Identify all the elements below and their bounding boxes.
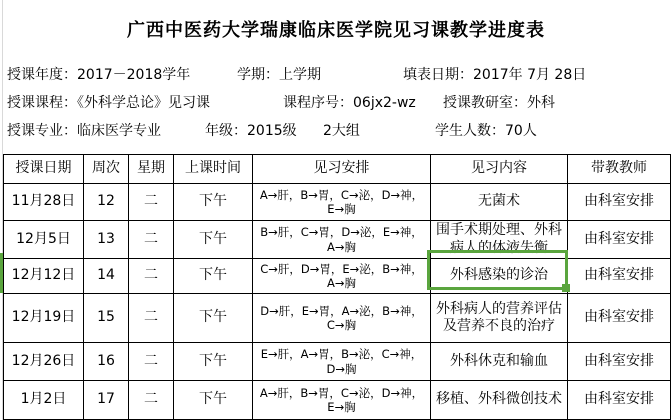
cell-content[interactable]: 移植、外科微创技术	[431, 381, 568, 420]
col-header-date: 授课日期	[4, 155, 84, 184]
cell-date[interactable]: 12月19日	[4, 294, 84, 343]
cell-time[interactable]: 下午	[174, 221, 253, 259]
cell-arrangement[interactable]: C→肝，D→胃，E→泌，B→神，A→胸	[253, 259, 431, 294]
info-line-course	[0, 92, 672, 112]
cell-date[interactable]: 12月12日	[4, 259, 84, 294]
table-row	[4, 381, 671, 420]
cell-date[interactable]: 12月26日	[4, 343, 84, 381]
cell-week[interactable]: 17	[84, 381, 129, 420]
field-teaching-year: 授课年度：2017－2018学年	[7, 67, 191, 83]
cell-time[interactable]: 下午	[174, 343, 253, 381]
cell-arrangement[interactable]: D→肝，E→胃，A→泌，B→神，C→胸	[253, 294, 431, 343]
selection-edge-marker	[0, 253, 3, 293]
cell-content[interactable]: 围手术期处理、外科病人的体液失衡	[431, 221, 568, 259]
field-course-number: 课程序号：06jx2-wz	[283, 95, 416, 111]
col-header-arrangement: 见习安排	[253, 155, 431, 184]
cell-arrangement[interactable]: B→肝，C→胃，D→泌，E→神，A→胸	[253, 221, 431, 259]
info-line-major	[0, 120, 672, 140]
field-group: 2大组	[323, 123, 360, 139]
cell-time[interactable]: 下午	[174, 294, 253, 343]
field-fill-date: 填表日期：2017年 7月 28日	[403, 67, 587, 83]
cell-arrangement[interactable]: A→肝，B→胃，C→泌，D→神，E→胸	[253, 381, 431, 420]
cell-date[interactable]: 12月5日	[4, 221, 84, 259]
cell-week[interactable]: 16	[84, 343, 129, 381]
cell-weekday[interactable]: 二	[129, 294, 174, 343]
cell-week[interactable]: 14	[84, 259, 129, 294]
schedule-table	[3, 154, 671, 420]
cell-weekday[interactable]: 二	[129, 184, 174, 221]
field-semester: 学期：上学期	[237, 67, 321, 83]
cell-time[interactable]: 下午	[174, 381, 253, 420]
cell-arrangement[interactable]: A→肝，B→胃，C→泌，D→神，E→胸	[253, 184, 431, 221]
cell-weekday[interactable]: 二	[129, 259, 174, 294]
cell-arrangement[interactable]: E→肝，A→胃，B→泌，C→神，D→胸	[253, 343, 431, 381]
field-course-name: 授课课程：《外科学总论》见习课	[7, 95, 210, 111]
table-row-highlighted	[4, 259, 671, 294]
col-header-content: 见习内容	[431, 155, 568, 184]
cell-week[interactable]: 15	[84, 294, 129, 343]
info-line-year	[0, 64, 672, 84]
cell-weekday[interactable]: 二	[129, 381, 174, 420]
cell-weekday[interactable]: 二	[129, 343, 174, 381]
field-major: 授课专业：临床医学专业	[7, 123, 161, 139]
col-header-week: 周次	[84, 155, 129, 184]
cell-weekday[interactable]: 二	[129, 221, 174, 259]
table-row	[4, 294, 671, 343]
cell-teacher[interactable]: 由科室安排	[568, 259, 671, 294]
table-header-row	[4, 155, 671, 184]
col-header-time: 上课时间	[174, 155, 253, 184]
col-header-weekday: 星期	[129, 155, 174, 184]
field-grade: 年级：2015级	[205, 123, 297, 139]
cell-date[interactable]: 1月2日	[4, 381, 84, 420]
cell-content[interactable]: 外科休克和输血	[431, 343, 568, 381]
cell-teacher[interactable]: 由科室安排	[568, 184, 671, 221]
page-title: 广西中医药大学瑞康临床医学院见习课教学进度表	[127, 20, 545, 41]
cell-content-highlighted[interactable]: 外科感染的诊治	[431, 259, 568, 294]
col-header-teacher: 带教教师	[568, 155, 671, 184]
cell-time[interactable]: 下午	[174, 259, 253, 294]
cell-teacher[interactable]: 由科室安排	[568, 294, 671, 343]
cell-content[interactable]: 无菌术	[431, 184, 568, 221]
cell-week[interactable]: 12	[84, 184, 129, 221]
field-teaching-office: 授课教研室：外科	[443, 95, 555, 111]
cell-time[interactable]: 下午	[174, 184, 253, 221]
cell-content[interactable]: 外科病人的营养评估及营养不良的治疗	[431, 294, 568, 343]
cell-date[interactable]: 11月28日	[4, 184, 84, 221]
cell-teacher[interactable]: 由科室安排	[568, 381, 671, 420]
cell-teacher[interactable]: 由科室安排	[568, 221, 671, 259]
table-row	[4, 343, 671, 381]
field-student-count: 学生人数：70人	[435, 123, 537, 139]
table-row	[4, 184, 671, 221]
cell-week[interactable]: 13	[84, 221, 129, 259]
cell-teacher[interactable]: 由科室安排	[568, 343, 671, 381]
table-row	[4, 221, 671, 259]
